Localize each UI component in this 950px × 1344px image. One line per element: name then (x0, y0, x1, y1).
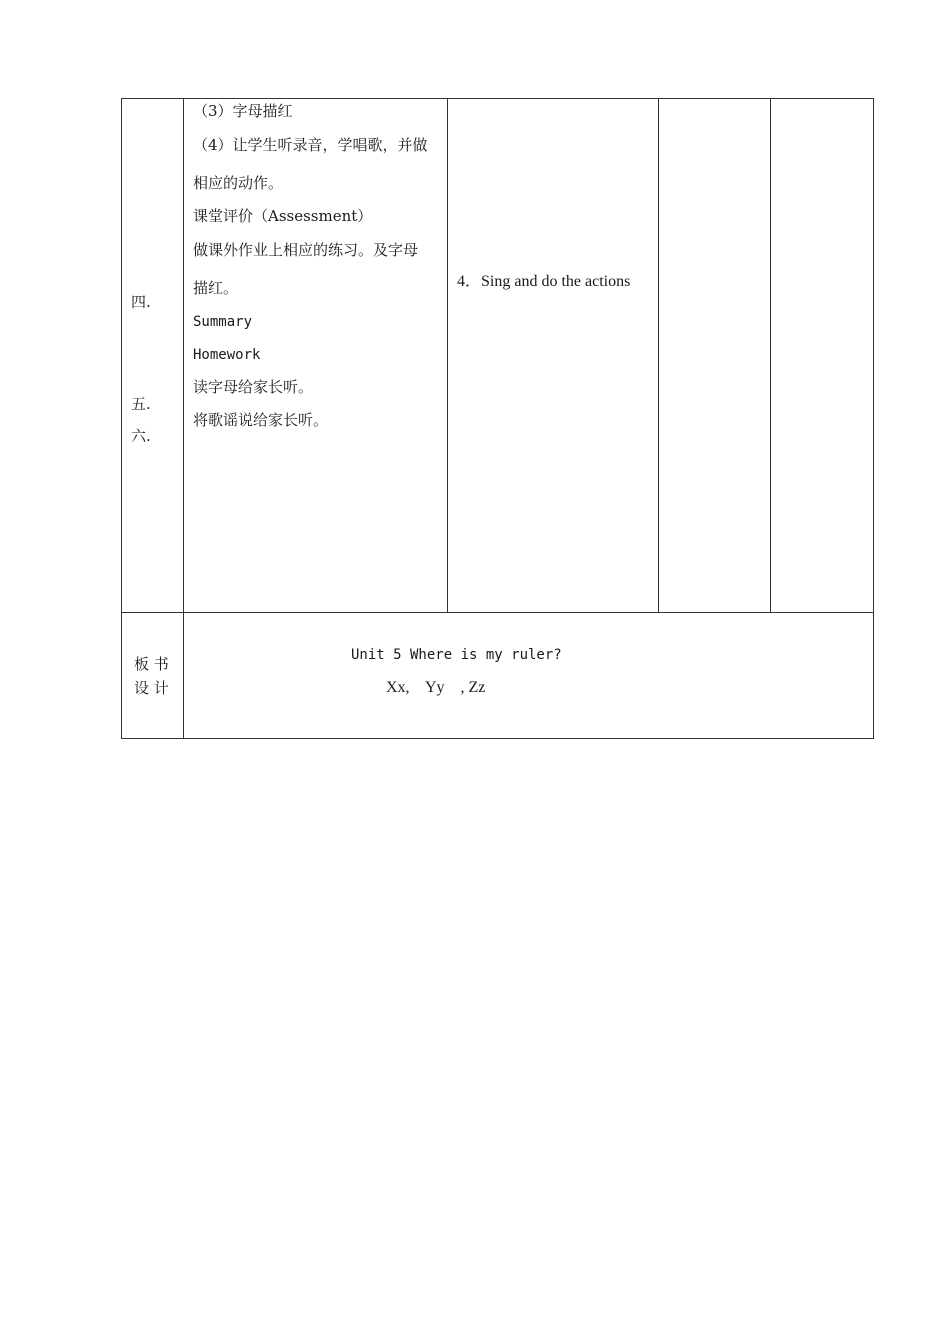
activity-line-summary: Summary (193, 314, 253, 330)
board-unit-title: Unit 5 Where is my ruler? (351, 647, 562, 663)
activity-line-homework: Homework (193, 347, 261, 363)
activity-line: 做课外作业上相应的练习。及字母 (193, 241, 419, 259)
col-divider-1 (183, 99, 184, 738)
row-divider (122, 612, 873, 613)
step-marker-four: 四. (131, 293, 151, 311)
activity-line: （4）让学生听录音，学唱歌，并做 (193, 136, 428, 154)
activity-line: 读字母给家长听。 (193, 378, 314, 396)
col-divider-3 (658, 99, 659, 612)
col-divider-2 (447, 99, 448, 612)
activity-line: （3）字母描红 (193, 102, 293, 120)
board-design-label-line2: 设 计 (134, 679, 169, 697)
activity-line: 描红。 (193, 279, 239, 297)
activity-line: 课堂评价（Assessment） (193, 207, 373, 225)
activity-line: 相应的动作。 (193, 174, 284, 192)
step-marker-five: 五. (131, 395, 151, 413)
activity-sing-actions: 4．Sing and do the actions (457, 273, 631, 290)
board-design-label-line1: 板 书 (134, 655, 169, 673)
step-marker-six: 六. (131, 427, 151, 445)
board-letters: Xx, Yy , Zz (386, 679, 486, 696)
activity-line: 将歌谣说给家长听。 (193, 411, 329, 429)
col-divider-4 (770, 99, 771, 612)
